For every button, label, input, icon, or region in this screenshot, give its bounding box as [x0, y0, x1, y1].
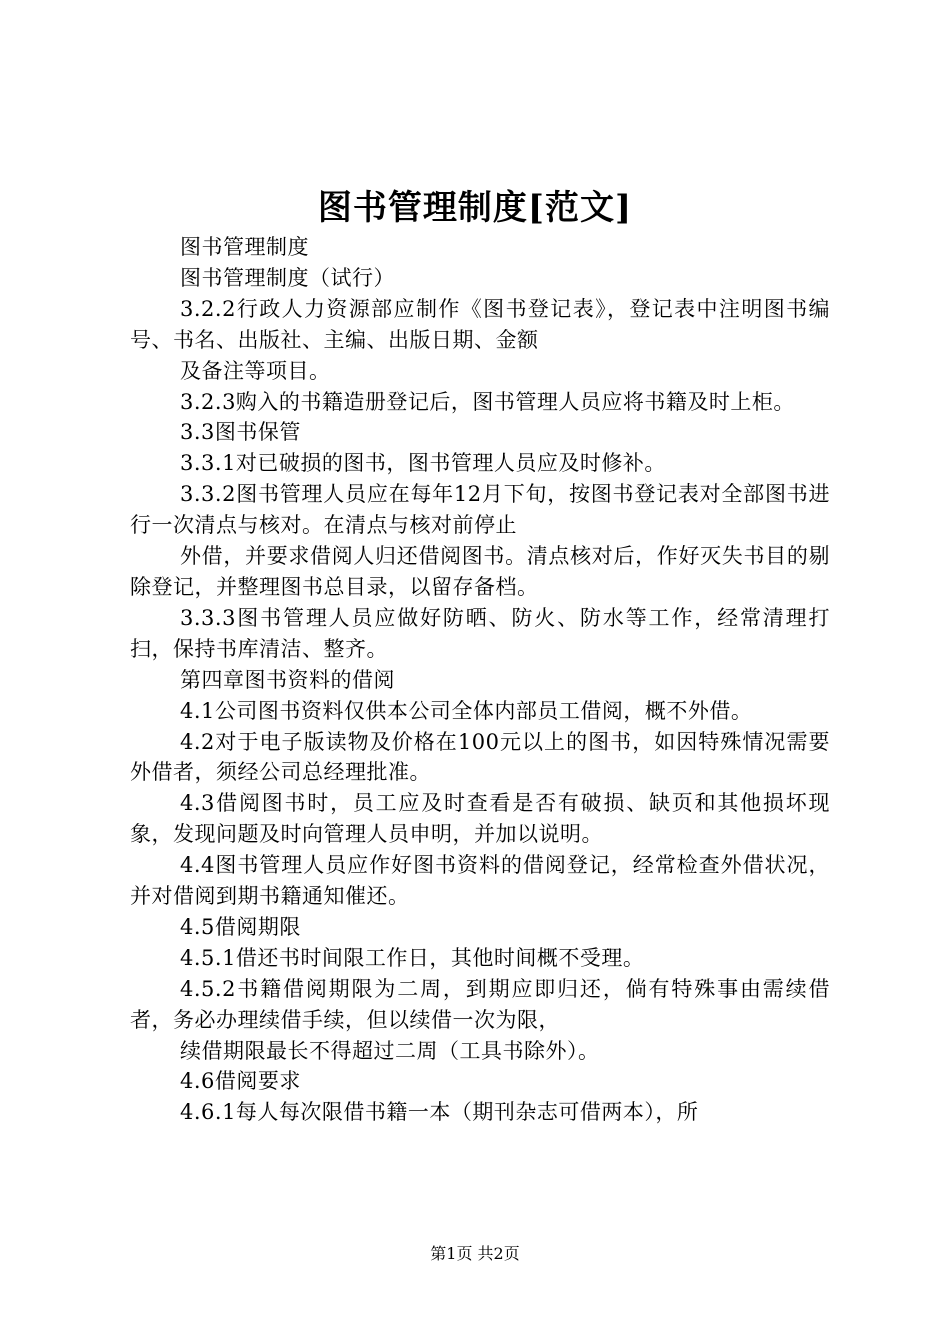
paragraph: 图书管理制度（试行）: [180, 265, 395, 290]
paragraph: 及备注等项目。: [180, 358, 331, 383]
paragraph: 4.1公司图书资料仅供本公司全体内部员工借阅，概不外借。: [180, 698, 753, 723]
document-body: [130, 232, 830, 1128]
paragraph: 图书管理制度: [180, 235, 309, 259]
paragraph: 3.3.2图书管理人员应在每年12月下旬，按图书登记表对全部图书进行一次清点与核对。在清点与核对前停止: [130, 482, 830, 538]
paragraph: 3.3.3图书管理人员应做好防晒、防火、防水等工作，经常清理打扫，保持书库清洁、整齐。: [130, 605, 830, 661]
paragraph: 4.2对于电子版读物及价格在100元以上的图书，如因特殊情况需要外借者，须经公司总经理批准。: [130, 729, 830, 785]
paragraph: 3.2.3购入的书籍造册登记后，图书管理人员应将书籍及时上柜。: [180, 389, 795, 414]
paragraph: 第四章图书资料的借阅: [180, 667, 395, 692]
paragraph: 3.3图书保管: [180, 420, 301, 445]
paragraph: 4.5借阅期限: [180, 914, 301, 939]
paragraph: 4.5.2书籍借阅期限为二周，到期应即归还，倘有特殊事由需续借者，务必办理续借手续，但以续借一次为限，: [130, 976, 830, 1032]
page-footer: 第1页 共2页: [430, 1244, 520, 1263]
paragraph: 3.3.1对已破损的图书，图书管理人员应及时修补。: [180, 451, 666, 476]
paragraph: 4.3借阅图书时，员工应及时查看是否有破损、缺页和其他损坏现象，发现问题及时向管理人员申明，并加以说明。: [130, 791, 830, 847]
paragraph: 4.4图书管理人员应作好图书资料的借阅登记，经常检查外借状况，并对借阅到期书籍通知催还。: [130, 853, 830, 909]
paragraph: 4.5.1借还书时间限工作日，其他时间概不受理。: [180, 945, 645, 970]
paragraph: 外借，并要求借阅人归还借阅图书。清点核对后，作好灭失书目的剔除登记，并整理图书总目录，以留存备档。: [130, 544, 830, 599]
paragraph: 4.6.1每人每次限借书籍一本（期刊杂志可借两本），所: [180, 1100, 699, 1125]
paragraph: 3.2.2行政人力资源部应制作《图书登记表》，登记表中注明图书编号、书名、出版社、主编、出版日期、金额: [130, 296, 830, 352]
paragraph: 续借期限最长不得超过二周（工具书除外）。: [180, 1038, 600, 1063]
document-title: 图书管理制度[范文]: [317, 188, 633, 228]
paragraph: 4.6借阅要求: [180, 1069, 301, 1094]
